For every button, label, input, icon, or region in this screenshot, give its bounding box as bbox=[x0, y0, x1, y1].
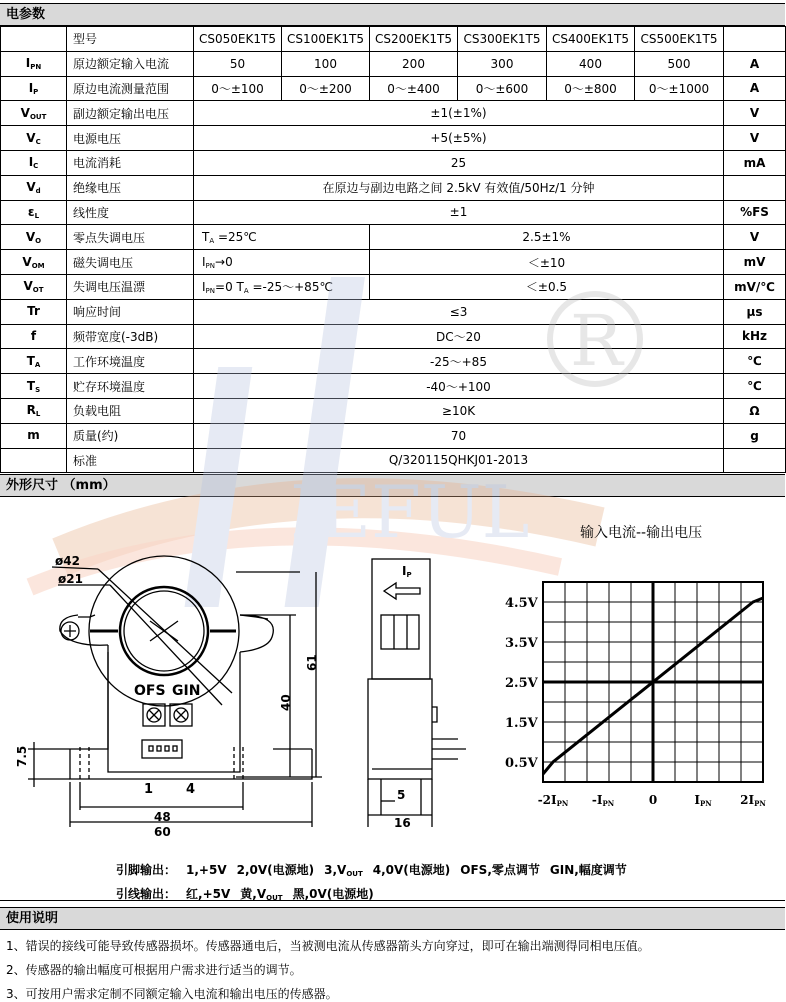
row-value: 0～±800 bbox=[547, 76, 635, 101]
row-symbol: $V_{OT}$ bbox=[1, 274, 67, 299]
row-name: 副边额定输出电压 bbox=[67, 101, 194, 126]
side-view bbox=[368, 559, 466, 827]
spec-table bbox=[0, 26, 786, 473]
row-unit: kHz bbox=[724, 324, 786, 349]
row-unit: mV bbox=[724, 250, 786, 275]
row-value: 在原边与副边电路之间 2.5kV 有效值/50Hz/1 分钟 bbox=[194, 175, 724, 200]
row-value: 0～±600 bbox=[458, 76, 547, 101]
row-value: DC～20 bbox=[194, 324, 724, 349]
x-tick-label: -IPN bbox=[591, 793, 615, 808]
row-value: 0～±400 bbox=[370, 76, 458, 101]
row-symbol: $T_A$ bbox=[1, 349, 67, 374]
side-view-labels bbox=[394, 564, 412, 830]
pin-item: OFS,零点调节 bbox=[460, 863, 540, 877]
header-model: CS300EK1T5 bbox=[458, 27, 547, 52]
pin-item: 4,0V(电源地) bbox=[372, 863, 451, 877]
row-condition: $T_A$ =25℃ bbox=[194, 225, 370, 250]
header-model: CS050EK1T5 bbox=[194, 27, 282, 52]
row-symbol: $I_{PN}$ bbox=[1, 51, 67, 76]
lead-output-label: 引线输出： bbox=[116, 887, 177, 901]
row-symbol: m bbox=[1, 423, 67, 448]
usage-section-title: 使用说明 bbox=[0, 907, 785, 930]
row-condition: $I_{PN}\to 0$ bbox=[194, 250, 370, 275]
pin-output-label: 引脚输出： bbox=[116, 863, 177, 877]
dim-5-label: 5 bbox=[397, 788, 406, 802]
row-value: -40～+100 bbox=[194, 374, 724, 399]
row-value: ＜±0.5 bbox=[370, 274, 724, 299]
lead-item: 黄$,V_{OUT}$ bbox=[240, 887, 283, 902]
watermark-text: IEFUL bbox=[290, 470, 530, 554]
row-name: 工作环境温度 bbox=[67, 349, 194, 374]
row-unit: μs bbox=[724, 299, 786, 324]
row-value: ＜±10 bbox=[370, 250, 724, 275]
lead-item: 黑,0V(电源地) bbox=[292, 887, 374, 901]
pin-4-label: 4 bbox=[186, 782, 196, 797]
row-symbol: Tr bbox=[1, 299, 67, 324]
table-row bbox=[1, 423, 786, 448]
row-symbol: $\varepsilon_L$ bbox=[1, 200, 67, 225]
row-value: 0～±1000 bbox=[635, 76, 724, 101]
front-view-labels bbox=[15, 554, 319, 839]
row-unit: Ω bbox=[724, 398, 786, 423]
row-unit: g bbox=[724, 423, 786, 448]
row-value: 400 bbox=[547, 51, 635, 76]
pin-item: GIN,幅度调节 bbox=[549, 863, 627, 877]
header-unit bbox=[724, 27, 786, 52]
row-unit: A bbox=[724, 51, 786, 76]
header-model: CS500EK1T5 bbox=[635, 27, 724, 52]
row-unit bbox=[724, 448, 786, 473]
diameter-21-label: ø21 bbox=[58, 572, 83, 586]
row-symbol: $T_S$ bbox=[1, 374, 67, 399]
params-section-title: 电参数 bbox=[0, 3, 785, 26]
header-model-label: 型号 bbox=[67, 27, 194, 52]
dim-61-label: 61 bbox=[305, 654, 319, 671]
lead-item: 红,+5V bbox=[186, 887, 231, 901]
row-name: 磁失调电压 bbox=[67, 250, 194, 275]
row-name: 电流消耗 bbox=[67, 150, 194, 175]
row-name: 绝缘电压 bbox=[67, 175, 194, 200]
table-row bbox=[1, 274, 786, 299]
pin-item: 2,0V(电源地) bbox=[236, 863, 315, 877]
ofs-label: OFS bbox=[134, 683, 166, 699]
x-tick-label: 2IPN bbox=[740, 793, 766, 808]
row-value: 100 bbox=[282, 51, 370, 76]
row-value: ≤3 bbox=[194, 299, 724, 324]
dim-48-label: 48 bbox=[154, 810, 171, 824]
row-symbol bbox=[1, 448, 67, 473]
row-name: 原边电流测量范围 bbox=[67, 76, 194, 101]
row-name: 负载电阻 bbox=[67, 398, 194, 423]
row-unit: mV/℃ bbox=[724, 274, 786, 299]
table-row bbox=[1, 398, 786, 423]
table-row bbox=[1, 374, 786, 399]
diameter-42-label: ø42 bbox=[55, 554, 80, 568]
row-symbol: $I_P$ bbox=[1, 76, 67, 101]
pin-item: 1,+5V bbox=[186, 863, 227, 877]
row-value: ±1(±1%) bbox=[194, 101, 724, 126]
chart-title: 输入电流--输出电压 bbox=[580, 525, 703, 541]
note-2: 2、传感器的输出幅度可根据用户需求进行适当的调节。 bbox=[6, 963, 302, 977]
header-empty bbox=[1, 27, 67, 52]
reg-mark: R bbox=[570, 300, 623, 382]
row-unit: ℃ bbox=[724, 349, 786, 374]
y-tick-label: 2.5V bbox=[505, 676, 538, 691]
row-value: 0～±100 bbox=[194, 76, 282, 101]
table-row bbox=[1, 175, 786, 200]
row-value: 2.5±1% bbox=[370, 225, 724, 250]
row-value: 50 bbox=[194, 51, 282, 76]
row-value: ±1 bbox=[194, 200, 724, 225]
row-name: 频带宽度(-3dB) bbox=[67, 324, 194, 349]
row-unit: V bbox=[724, 101, 786, 126]
row-name: 标准 bbox=[67, 448, 194, 473]
side-ip-label: IP bbox=[402, 564, 412, 579]
row-unit: ℃ bbox=[724, 374, 786, 399]
row-symbol: $V_O$ bbox=[1, 225, 67, 250]
row-symbol: $R_L$ bbox=[1, 398, 67, 423]
row-symbol: f bbox=[1, 324, 67, 349]
row-condition: $I_{PN}=0$ $T_A$ =-25～+85℃ bbox=[194, 274, 370, 299]
table-row bbox=[1, 76, 786, 101]
row-value: 500 bbox=[635, 51, 724, 76]
row-symbol: $I_C$ bbox=[1, 150, 67, 175]
dim-16-label: 16 bbox=[394, 816, 411, 830]
row-symbol: $V_C$ bbox=[1, 126, 67, 151]
row-value: 25 bbox=[194, 150, 724, 175]
header-model: CS200EK1T5 bbox=[370, 27, 458, 52]
row-value: 300 bbox=[458, 51, 547, 76]
table-row bbox=[1, 51, 786, 76]
row-name: 零点失调电压 bbox=[67, 225, 194, 250]
table-row bbox=[1, 200, 786, 225]
row-symbol: $V_d$ bbox=[1, 175, 67, 200]
x-tick-label: -2IPN bbox=[537, 793, 569, 808]
table-row bbox=[1, 150, 786, 175]
table-row bbox=[1, 225, 786, 250]
x-tick-label: IPN bbox=[694, 793, 712, 808]
row-value: +5(±5%) bbox=[194, 126, 724, 151]
dim-60-label: 60 bbox=[154, 825, 171, 839]
table-header-row bbox=[1, 27, 786, 52]
pin-item: $3,V_{OUT}$ bbox=[324, 863, 363, 878]
row-unit: V bbox=[724, 126, 786, 151]
y-tick-label: 1.5V bbox=[505, 716, 538, 731]
gin-label: GIN bbox=[172, 683, 201, 699]
dim-40-label: 40 bbox=[279, 694, 293, 711]
row-symbol: $V_{OM}$ bbox=[1, 250, 67, 275]
row-value: 200 bbox=[370, 51, 458, 76]
table-row bbox=[1, 101, 786, 126]
note-1: 1、错误的接线可能导致传感器损坏。传感器通电后，当被测电流从传感器箭头方向穿过，即可在输出端测得同相电压值。 bbox=[6, 939, 650, 953]
lead-output-line bbox=[116, 885, 384, 902]
row-name: 响应时间 bbox=[67, 299, 194, 324]
row-unit bbox=[724, 175, 786, 200]
row-unit: V bbox=[724, 225, 786, 250]
x-tick-label: 0 bbox=[648, 793, 658, 807]
row-name: 质量(约) bbox=[67, 423, 194, 448]
row-value: 0～±200 bbox=[282, 76, 370, 101]
row-unit: A bbox=[724, 76, 786, 101]
table-row bbox=[1, 126, 786, 151]
header-model: CS400EK1T5 bbox=[547, 27, 635, 52]
y-tick-label: 4.5V bbox=[505, 596, 538, 611]
table-row bbox=[1, 250, 786, 275]
row-value: 70 bbox=[194, 423, 724, 448]
header-model: CS100EK1T5 bbox=[282, 27, 370, 52]
dims-section-title: 外形尺寸 （mm） bbox=[0, 474, 785, 497]
row-name: 线性度 bbox=[67, 200, 194, 225]
row-value: -25～+85 bbox=[194, 349, 724, 374]
row-unit: mA bbox=[724, 150, 786, 175]
table-row bbox=[1, 324, 786, 349]
table-row bbox=[1, 349, 786, 374]
row-name: 失调电压温漂 bbox=[67, 274, 194, 299]
row-symbol: $V_{OUT}$ bbox=[1, 101, 67, 126]
pin-1-label: 1 bbox=[144, 782, 154, 797]
row-name: 原边额定输入电流 bbox=[67, 51, 194, 76]
pin-output-line bbox=[116, 861, 637, 878]
y-tick-label: 3.5V bbox=[505, 636, 538, 651]
row-value: ≥10K bbox=[194, 398, 724, 423]
row-value: Q/320115QHKJ01-2013 bbox=[194, 448, 724, 473]
dim-7-5-label: 7.5 bbox=[15, 745, 29, 767]
y-tick-label: 0.5V bbox=[505, 756, 538, 771]
row-name: 电源电压 bbox=[67, 126, 194, 151]
row-name: 贮存环境温度 bbox=[67, 374, 194, 399]
table-row bbox=[1, 299, 786, 324]
row-unit: %FS bbox=[724, 200, 786, 225]
note-3: 3、可按用户需求定制不同额定输入电流和输出电压的传感器。 bbox=[6, 987, 338, 1001]
